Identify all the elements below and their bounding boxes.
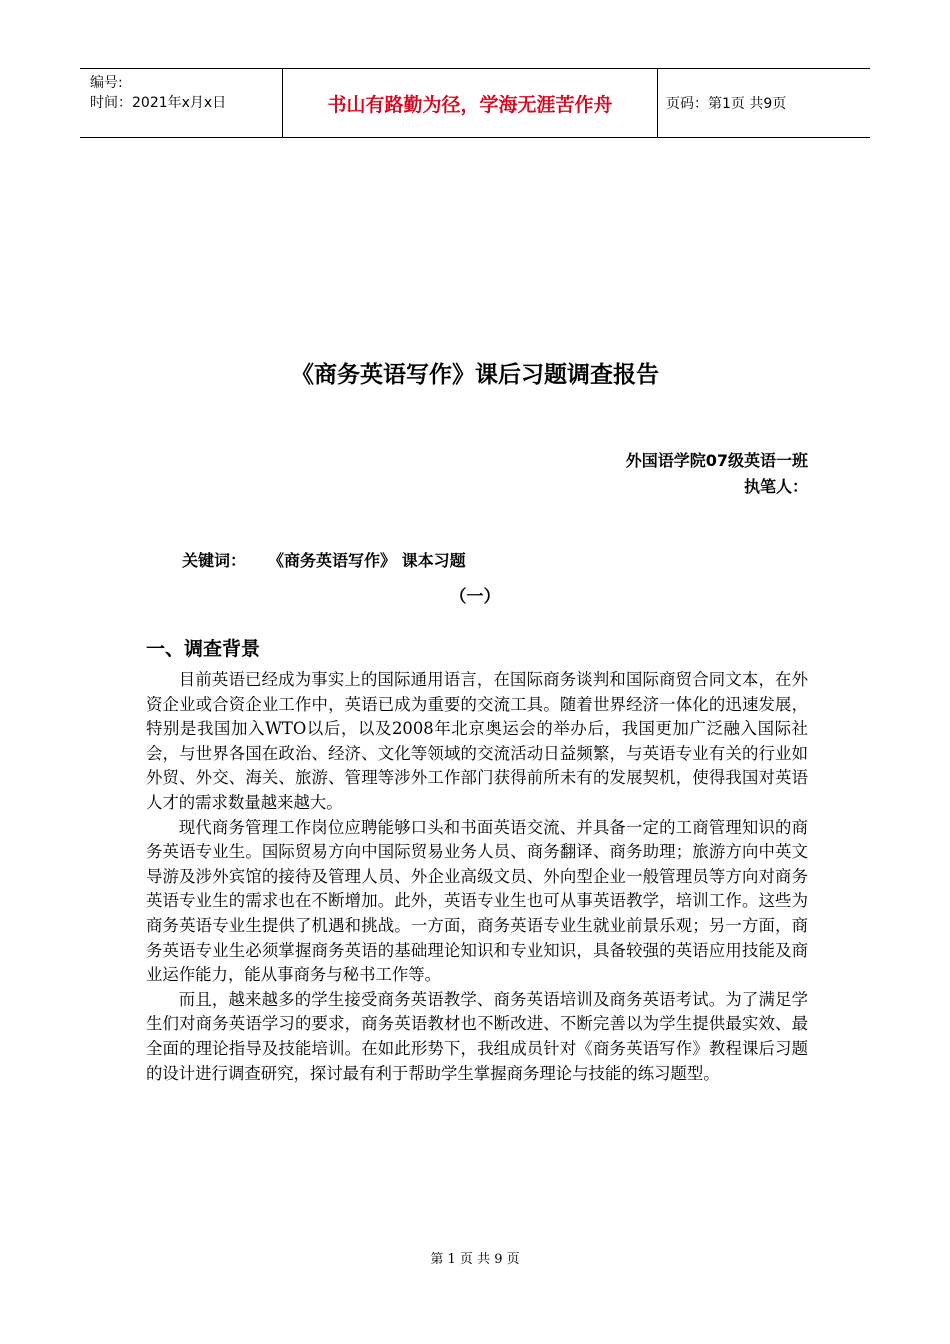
- document-number-label: 编号:: [90, 75, 123, 91]
- paragraph: 而且，越来越多的学生接受商务英语教学、商务英语培训及商务英语考试。为了满足学生们对商务英语学习的要求，商务英语教材也不断改进、不断完善以为学生提供最实效、最全面的理论指导及技能培训。在如此形势下，我组成员针对《商务英语写作》教程课后习题的设计进行调查研究，探讨最有利于帮助学生掌握商务理论与技能的练习题型。: [146, 989, 808, 1083]
- paragraph: 现代商务管理工作岗位应聘能够口头和书面英语交流、并具备一定的工商管理知识的商务英语专业生。国际贸易方向中国际贸易业务人员、商务翻译、商务助理；旅游方向中英文导游及涉外宾馆的接待及管理人员、外企业高级文员、外向型企业一般管理员等方向对商务英语专业生的需求也在不断增加。此外，英语专业生也可从事英语教学，培训工作。这些为商务英语专业生提供了机遇和挑战。一方面，商务英语专业生就业前景乐观；另一方面，商务英语专业生必须掌握商务英语的基础理论知识和专业知识，具备较强的英语应用技能及商业运作能力，能从事商务与秘书工作等。: [146, 817, 808, 985]
- author-label: 执笔人：: [743, 477, 808, 496]
- page-footer: 第 1 页 共 9 页: [430, 1252, 520, 1267]
- header-motto: 书山有路勤为径，学海无涯苦作舟: [327, 93, 613, 116]
- body-text: [146, 668, 808, 1086]
- section-heading: 一、调查背景: [146, 638, 261, 660]
- keywords-label: 关键词：: [182, 551, 247, 570]
- keywords-line: [182, 548, 466, 571]
- document-date-label: 时间：2021年x月x日: [90, 95, 227, 111]
- document-title: 《商务英语写作》课后习题调查报告: [291, 362, 659, 388]
- header-page-cell: [658, 69, 870, 137]
- page-header-table: [80, 68, 870, 138]
- affiliation: 外国语学院07级英语一班: [625, 451, 808, 470]
- header-meta-cell: [80, 69, 282, 137]
- paragraph: 目前英语已经成为事实上的国际通用语言，在国际商务谈判和国际商贸合同文本，在外资企业或合资企业工作中，英语已成为重要的交流工具。随着世界经济一体化的迅速发展，特别是我国加入WTO以后，以及2008年北京奥运会的举办后，我国更加广泛融入国际社会，与世界各国在政治、经济、文化等领域的交流活动日益频繁，与英语专业有关的行业如外贸、外交、海关、旅游、管理等涉外工作部门获得前所未有的发展契机，使得我国对英语人才的需求数量越来越大。: [146, 670, 808, 812]
- header-motto-cell: [282, 69, 658, 137]
- affiliation-block: [626, 448, 808, 500]
- section-number: （一）: [449, 587, 501, 607]
- header-page-info: 页码：第1页 共9页: [666, 96, 787, 112]
- keywords-value: 《商务英语写作》 课本习题: [268, 551, 466, 570]
